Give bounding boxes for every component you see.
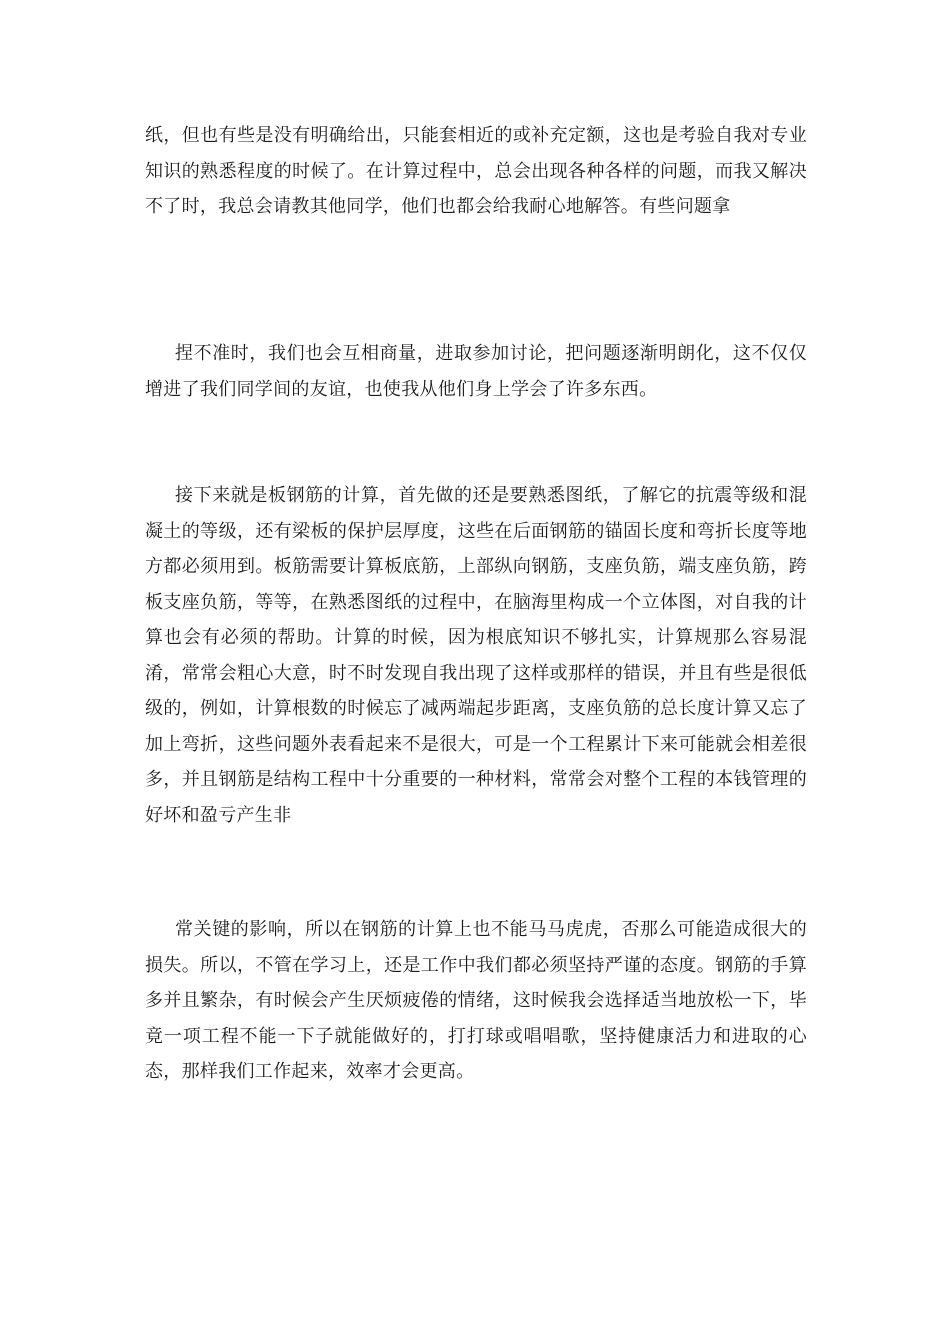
body-paragraph-3: 接下来就是板钢筋的计算，首先做的还是要熟悉图纸，了解它的抗震等级和混凝土的等级，还有梁板的保护层厚度，这些在后面钢筋的锚固长度和弯折长度等地方都必须用到。板筋需要计算板底筋，上部纵向钢筋，支座负筋，端支座负筋，跨板支座负筋，等等，在熟悉图纸的过程中，在脑海里构成一个立体图，对自我的计算也会有必须的帮助。计算的时候，因为根底知识不够扎实，计算规那么容易混淆，常常会粗心大意，时不时发现自我出现了这样或那样的错误，并且有些是很低级的，例如，计算根数的时候忘了减两端起步距离，支座负筋的总长度计算又忘了加上弯折，这些问题外表看起来不是很大，可是一个工程累计下来可能就会相差很多，并且钢筋是结构工程中十分重要的一种材料，常常会对整个工程的本钱管理的好坏和盈亏产生非 xyxy=(145,485,807,826)
body-paragraph-4: 常关键的影响，所以在钢筋的计算上也不能马马虎虎，否那么可能造成很大的损失。所以，不管在学习上，还是工作中我们都必须坚持严谨的态度。钢筋的手算多并且繁杂，有时候会产生厌烦疲倦的情绪，这时候我会选择适当地放松一下，毕竟一项工程不能一下子就能做好的，打打球或唱唱歌，坚持健康活力和进取的心态，那样我们工作起来，效率才会更高。 xyxy=(145,919,807,1082)
body-paragraph-2: 捏不准时，我们也会互相商量，进取参加讨论，把问题逐渐明朗化，这不仅仅增进了我们同学间的友谊，也使我从他们身上学会了许多东西。 xyxy=(145,343,807,400)
body-paragraph-1: 纸，但也有些是没有明确给出，只能套相近的或补充定额，这也是考验自我对专业知识的熟悉程度的时候了。在计算过程中，总会出现各种各样的问题，而我又解决不了时，我总会请教其他同学，他们也都会给我耐心地解答。有些问题拿 xyxy=(145,125,807,217)
